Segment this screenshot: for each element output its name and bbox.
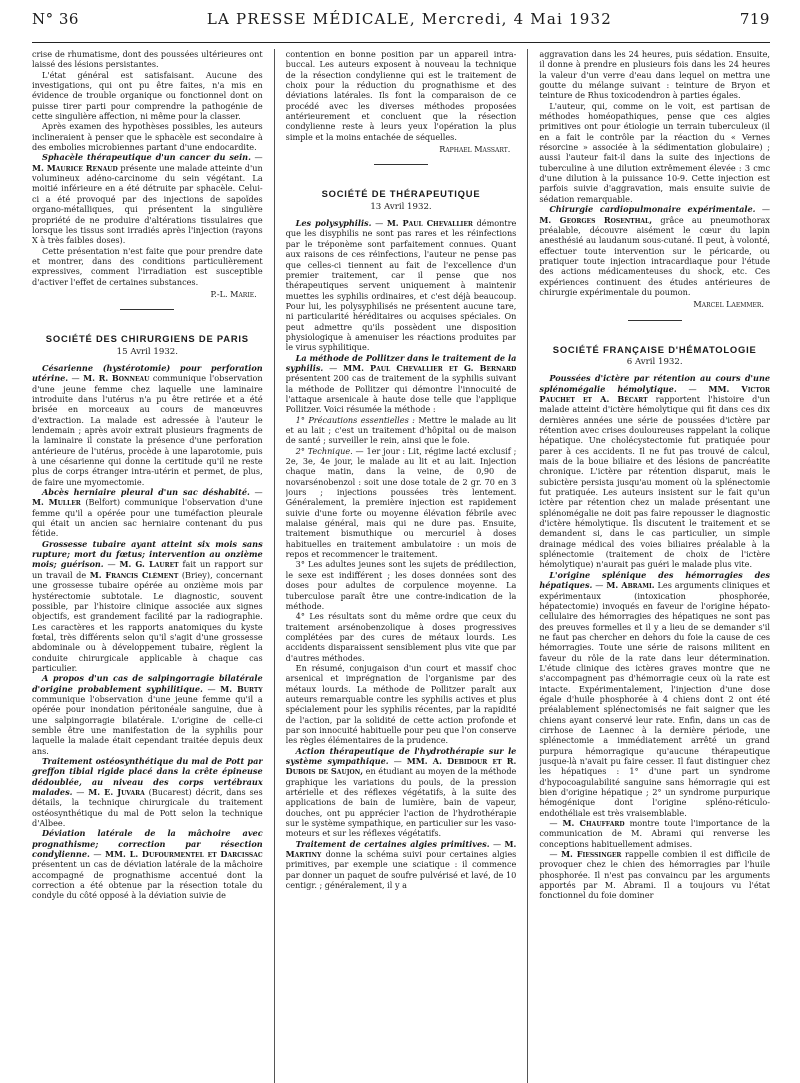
entry-author: M. Maurice Renaud: [32, 162, 118, 173]
entry-text: (Briey), concernant une grossesse tubaire opérée au onzième mois par hystérectomie subtotale. Le diagnostic, souvent possible, par l'histoire clinique associée aux signes objectifs, est grandement facilité par la radiographie. Les caractères et les rapports anatomiques du kyste fœtal, très différents selon qu'il s'agit d'une grossesse abdominale ou à développement tubaire, règlent la conduite chirurgicale applicable à chaque cas particulier.: [32, 569, 263, 673]
entry-author: M. E. Juvara: [88, 787, 145, 798]
entry-author: M. Martiny: [285, 838, 517, 860]
list-item: [286, 446, 517, 560]
entry-text: montre toute l'importance de la communication de M. Abrami qui renverse les conceptions habituellement admises.: [539, 818, 770, 849]
entry-title: Grossesse tubaire ayant atteint six mois sans rupture; mort du fœtus; intervention au onzième mois; guérison.: [32, 538, 263, 570]
article-entry: Poussées d'ictère par rétention au cours d'une splénomégalie hémolytique. — MM. Victor Pauchet et A. Bécart rapportent l'histoire d'un malade atteint d'ictère hémolytique qui fit dans ces dix dernières années une série de poussées d'ictère par rétention avec crises douloureuses rappelant la colique hépatique. Une cholécystectomie fut pratiquée pour parer à ces accidents. Il ne fut pas trouvé de calcul, mais de la boue biliaire et des lésions de pancréatite chronique. L'ictère par rétention disparut, mais le subictère persista jusqu'au moment où la splénectomie fut pratiquée. Les auteurs insistent sur le fait qu'un ictère par rétention chez un malade présentant une splénomégalie ne doit pas faire repousser le diagnostic d'ictère hémolytique. Ils discutent le traitement et se demandent si, dans le cas particulier, un simple drainage médical des voies biliaires préalable à la splénectomie (traitement de choix de l'ictère hémolytique) n'aurait pas guéri le malade plus vite.: [539, 373, 770, 570]
entry-author: MM. Victor Pauchet et A. Bécart: [539, 383, 770, 404]
section-date: 15 Avril 1932.: [116, 346, 178, 357]
paragraph: aggravation dans les 24 heures, puis sédation. Ensuite, il donne à prendre en plusieurs fois dans les 24 heures la valeur d'un verre d'eau dans lequel on mettra une goutte du mélange suivant : teinture de Bryon et teinture de Rhus toxicodendron à parties égales.: [539, 49, 770, 101]
list-item: 3° Les adultes jeunes sont les sujets de prédilection, le sexe est indifférent ; les doses données sont des doses pour adultes de corpulence moyenne. La tuberculose paraît être une contre-indication de la méthode.: [285, 559, 517, 611]
section-date: 6 Avril 1932.: [626, 356, 683, 367]
column-3: [539, 49, 770, 1083]
entry-text: démontre que les disyphilis ne sont pas rares et les réinfections par le tréponème sont parfaitement connues. Quant aux raisons de ces réinfections, l'auteur ne pense pas que celles-ci tiennent au fait de l'excellence d'un premier traitement, car il pense que nos thérapeutiques servent uniquement à maintenir muettes les syphilis ordinaires, et c'est déjà beaucoup. Pour lui, les polysyphilisés ne présentent aucune tare, ni particularité héréditaires ou acquises spéciales. On peut admettre qu'ils possèdent une disposition physiologique à amenuiser les réactions produites par le virus syphilitique.: [285, 218, 517, 353]
article-entry: Césarienne (hystérotomie) pour perforation utérine. — M. R. Bonneau communique l'observation d'une jeune femme chez laquelle une laminaire introduite dans l'utérus n'a pu être retirée et a été brisée en morceaux au cours de manœuvres d'extraction. La malade est adressée à l'auteur le lendemain ; après avoir extrait plusieurs fragments de la laminaire il constate la présence d'une perforation antérieure de l'utérus, procède à une laparotomie, puis à une césarienne qui donne la certitude qu'il ne reste plus de corps étranger intra-utérin et permet, de plus, de faire une myomectomie.: [32, 362, 263, 487]
signature: P.-L. Marie.: [210, 288, 257, 299]
article-entry: Traitement de certaines algies primitives. — M. Martiny donne la schéma suivi pour certaines algies primitives, par exemple une sciatique : il commence par donner un paquet de soufre pulvérisé et lavé, de 10 centigr. ; généralement, il y a: [285, 838, 517, 891]
paragraph: contention en bonne position par un appareil intra-buccal. Les auteurs exposent à nouveau la technique de la résection condylienne qui est le traitement de choix pour la réduction du prognathisme et des déviations latérales. Ils font la comparaison de ce procédé avec les diverses méthodes proposées antérieurement et concluent que la résection condylienne reste à leurs yeux l'opération la plus simple et la moins entachée de séquelles.: [285, 49, 517, 142]
page-header: [32, 10, 770, 43]
entry-text: donne la schéma suivi pour certaines algies primitives, par exemple une sciatique : il commence par donner un paquet de soufre pulvérisé et lavé, de 10 centigr. ; généralement, il y a: [285, 849, 517, 891]
entry-author: M. R. Bonneau: [83, 373, 150, 384]
entry-text: présentent un cas de déviation latérale de la mâchoire accompagné de prognathisme accentué dont la correction a été obtenue par la résection totale du condyle du côté opposé à la déviation suivie de: [32, 859, 263, 901]
paragraph: Cette présentation n'est faite que pour prendre date et montrer, dans des conditions particulièrement expressives, comment l'irradiation est susceptible d'activer l'effet de certaines substances.: [32, 245, 263, 287]
article-entry: — M. Fiessinger rappelle combien il est difficile de provoquer chez le chien des hémorragies par l'huile phosphorée. Il n'est pas convaincu par les arguments apportés par M. Abrami. Il a toujours vu l'état fonctionnel du foie dominer: [539, 849, 770, 901]
entry-title: Déviation latérale de la mâchoire avec prognathisme; correction par résection condylienne.: [32, 828, 263, 860]
entry-author: M. Abrami.: [606, 580, 655, 591]
list-text: Mettre le malade au lit et au lait ; c'est un traitement d'hôpital ou de maison de santé ; surveiller le rein, ainsi que le foie.: [285, 414, 517, 446]
list-text: — 1er jour : Lit, régime lacté exclusif ; 2e, 3e, 4e jour, le malade au lit et au lait. Injection chaque matin, dans la veine, de 0,90 de novarsénobenzol : soit une dose totale de 2 gr. 70 en 3 jours ; injections poussées très lentement. Généralement, la première injection est rapidement suivie d'une forte ou moyenne élévation fébrile avec malaise général, mais qui ne dure pas. Ensuite, traitement bismuthique ou mercuriel à doses habituelles en traitement ambulatoire : un mois de repos et recommencer le traitement.: [285, 445, 517, 560]
entry-text: présentent 200 cas de traitement de la syphilis suivant la méthode de Pollitzer qui démontre l'innocuité de l'attaque arsenicale à haute dose telle que l'applique Pollitzer. Voici résumée la méthode :: [285, 373, 517, 415]
entry-text: grâce au pneumothorax préalable, découvre aisément le cœur du lapin anesthésié au laudanum sous-cutané. Il peut, à volonté, effectuer toute intervention sur le péricarde, ou pratiquer toute injection intracardiaque pour l'étude des actions médicamenteuses du shock, etc. Ces expériences continuent des études antérieures de chirurgie expérimentale du poumon.: [539, 214, 770, 297]
column-2: [286, 49, 517, 1083]
entry-text: (Bucarest) décrit, dans ses détails, la technique chirurgicale du traitement ostéosynthétique du mal de Pott selon la technique d'Albee.: [32, 787, 263, 829]
entry-title: Poussées d'ictère par rétention au cours d'une splénomégalie hémolytique.: [539, 373, 770, 394]
entry-text: en étudiant au moyen de la méthode graphique les variations du pouls, de la pression artérielle et des réflexes végétatifs, à la suite des applications de bain de lumière, bain de vapeur, douches, ont pu apprécier l'action de l'hydrothérapie sur le système sympathique, en particulier sur les vaso-moteurs et sur les réflexes végétatifs.: [285, 766, 517, 839]
article-entry: A propos d'un cas de salpingorragie bilatérale d'origine probablement syphilitique. — M. Burty communique l'observation d'une jeune femme qu'il a opérée pour inondation péritonéale sanguine, due à une salpingorragie bilatérale. L'origine de celle-ci semble être une manifestation de la syphilis pour laquelle la malade était cependant traitée depuis deux ans.: [32, 673, 263, 756]
divider: [628, 320, 682, 321]
entry-author: M. Francis Clément: [89, 569, 179, 580]
article-entry: Grossesse tubaire ayant atteint six mois sans rupture; mort du fœtus; intervention au onzième mois; guérison. — M. G. Lauret fait un rapport sur un travail de M. Francis Clément (Briey), concernant une grossesse tubaire opérée au onzième mois par hystérectomie subtotale. Le diagnostic, souvent possible, par l'histoire clinique associée aux signes objectifs, est grandement facilité par la radiographie. Les caractères et les rapports anatomiques du kyste fœtal, très différents selon qu'il s'agit d'une grossesse abdominale ou à développement tubaire, règlent la conduite chirurgicale applicable à chaque cas particulier.: [32, 538, 263, 673]
entry-title: Abcès herniaire pleural d'un sac déshabité.: [42, 487, 250, 498]
column-1: [32, 49, 263, 1083]
article-entry: L'origine splénique des hémorragies des hépatiques. — M. Abrami. Les arguments cliniques et expérimentaux (intoxication phosphorée, hépatectomie) invoqués en faveur de l'origine hépato-cellulaire des hémorragies des hépatiques ne sont pas des preuves formelles et il y a lieu de se demander s'il ne faut pas chercher en dehors du foie la cause de ces hémorragies. Toute une série de raisons militent en faveur du rôle de la rate dans leur détermination. L'étude clinique des ictères graves montre que ne s'accompagnent pas d'hémorragie ceux où la rate est intacte. Expérimentalement, l'injection d'une dose égale d'huile phosphorée à 4 chiens dont 2 ont été préalablement splénectomisés ne fait saigner que les chiens ayant conservé leur rate. Enfin, dans un cas de cirrhose de Laennec à la dernière période, une splénectomie a immédiatement arrêté un grand purpura hémorragique qu'aucune thérapeutique jusque-là n'avait pu faire cesser. Il faut distinguer chez les hépatiques : 1° d'une part un syndrome d'hypocoagulabilité sanguine sans hémorragie qui est bien d'origine hépatique ; 2° un syndrome purpurique hémogénique dont l'origine spléno-réticulo-endothéliale est très vraisemblable.: [539, 569, 770, 818]
entry-text: présente une malade atteinte d'un volumineux adéno-carcinome du sein végétant. La moitié inférieure en a été détruite par sphacèle. Celui-ci a été provoqué par des injections de sapoïdes organo-métalliques, qui présentent la singulière propriété de ne produire d'altérations tissulaires que lorsque les tissus sont irradiés après l'injection (rayons X à très faibles doses).: [32, 162, 263, 246]
signature: Marcel Laemmer.: [693, 299, 765, 310]
section-title: SOCIÉTÉ FRANÇAISE D'HÉMATOLOGIE: [552, 343, 757, 355]
entry-title: Sphacèle thérapeutique d'un cancer du sein.: [42, 152, 251, 163]
entry-text: communique l'observation d'une jeune femme qu'il a opérée pour inondation péritonéale sanguine, due à une salpingorragie bilatérale. L'origine de celle-ci semble être une manifestation de la syphilis pour laquelle la malade était cependant traitée depuis deux ans.: [32, 693, 263, 756]
entry-text: (Belfort) communique l'observation d'une femme qu'il a opérée pour une tuméfaction pleurale qui était un ancien sac herniaire contenant du pus fétide.: [32, 497, 263, 539]
entry-title: A propos d'un cas de salpingorragie bilatérale d'origine probablement syphilitique.: [32, 673, 263, 694]
divider: [120, 309, 174, 310]
journal-title: LA PRESSE MÉDICALE, Mercredi, 4 Mai 1932: [206, 10, 612, 28]
entry-text: rappelle combien il est difficile de provoquer chez le chien des hémorragies par l'huile phosphorée. Il n'est pas convaincu par les arguments apportés par M. Abrami. Il a toujours vu l'état fonctionnel du foie dominer: [539, 849, 770, 901]
entry-author: MM. L. Dufourmentel et Darcissac: [105, 849, 263, 860]
entry-text: fait un rapport sur un travail de: [32, 559, 263, 580]
page-number: 719: [739, 10, 770, 28]
article-entry: Traitement ostéosynthétique du mal de Pott par greffon tibial rigide placé dans la crête épineuse dédoublée, au niveau des corps vertébraux malades. — M. E. Juvara (Bucarest) décrit, dans ses détails, la technique chirurgicale du traitement ostéosynthétique du mal de Pott selon la technique d'Albee.: [32, 756, 263, 829]
list-item: 4° Les résultats sont du même ordre que ceux du traitement arsénobenzolique à doses progressives complétées par des cures de métaux lourds. Les accidents disparaissent sensiblement plus vite que par d'autres méthodes.: [285, 611, 517, 663]
section-title: SOCIÉTÉ DES CHIRURGIENS DE PARIS: [45, 333, 249, 345]
column-divider: [274, 49, 275, 1083]
entry-title: Chirurgie cardiopulmonaire expérimentale.: [549, 204, 756, 215]
issue-number: N° 36: [32, 10, 79, 28]
list-label: 2° Technique.: [295, 445, 353, 456]
article-entry: Déviation latérale de la mâchoire avec prognathisme; correction par résection condylienne. — MM. L. Dufourmentel et Darcissac présentent un cas de déviation latérale de la mâchoire accompagné de prognathisme accentué dont la correction a été obtenue par la résection totale du condyle du côté opposé à la déviation suivie de: [32, 828, 263, 901]
entry-title: Les polysyphilis.: [295, 218, 372, 229]
entry-author: M. Paul Chevallier: [386, 218, 473, 229]
article-entry: Sphacèle thérapeutique d'un cancer du sein. — M. Maurice Renaud présente une malade atteinte d'un volumineux adéno-carcinome du sein végétant. La moitié inférieure en a été détruite par sphacèle. Celui-ci a été provoqué par des injections de sapoïdes organo-métalliques, qui présentent la singulière propriété de ne produire d'altérations tissulaires que lorsque les tissus sont irradiés après l'injection (rayons X à très faibles doses).: [32, 152, 263, 246]
section-title: SOCIÉTÉ DE THÉRAPEUTIQUE: [321, 188, 481, 200]
entry-text: rapportent l'histoire d'un malade atteint d'ictère hémolytique qui fit dans ces dix dernières années une série de poussées d'ictère par rétention avec crises douloureuses rappelant la colique hépatique. Une cholécystectomie fut pratiquée pour parer à ces accidents. Il ne fut pas trouvé de calcul, mais de la boue biliaire et des lésions de pancréatite chronique. L'ictère par rétention disparut, mais le subictère persista jusqu'au moment où la splénectomie fut pratiquée. Les auteurs insistent sur le fait qu'un ictère par rétention chez un malade présentant une splénomégalie ne doit pas faire repousser le diagnostic d'ictère hémolytique. Ils discutent le traitement et se demandent si, dans le cas particulier, un simple drainage médical des voies biliaires préalable à la splénectomie (traitement de choix de l'ictère hémolytique) n'aurait pas guéri le malade plus vite.: [539, 393, 770, 570]
entry-title: Césarienne (hystérotomie) pour perforation utérine.: [32, 362, 263, 384]
entry-text: Les arguments cliniques et expérimentaux (intoxication phosphorée, hépatectomie) invoqués en faveur de l'origine hépato-cellulaire des hémorragies des hépatiques ne sont pas des preuves formelles et il y a lieu de se demander s'il ne faut pas chercher en dehors du foie la cause de ces hémorragies. Toute une série de raisons militent en faveur du rôle de la rate dans leur détermination. L'étude clinique des ictères graves montre que ne s'accompagnent pas d'hémorragie ceux où la rate est intacte. Expérimentalement, l'injection d'une dose égale d'huile phosphorée à 4 chiens dont 2 ont été préalablement splénectomisés ne fait saigner que les chiens ayant conservé leur rate. Enfin, dans un cas de cirrhose de Laennec à la dernière période, une splénectomie a immédiatement arrêté un grand purpura hémorragique qu'aucune thérapeutique jusque-là n'avait pu faire cesser. Il faut distinguer chez les hépatiques : 1° d'une part un syndrome d'hypocoagulabilité sanguine sans hémorragie qui est bien d'origine hépatique ; 2° un syndrome purpurique hémogénique dont l'origine spléno-réticulo-endothéliale est très vraisemblable.: [539, 580, 770, 818]
entry-title: Traitement ostéosynthétique du mal de Pott par greffon tibial rigide placé dans la crête épineuse dédoublée, au niveau des corps vertébraux malades.: [32, 756, 263, 798]
article-entry: Les polysyphilis. — M. Paul Chevallier démontre que les disyphilis ne sont pas rares et les réinfections par le tréponème sont parfaitement connues. Quant aux raisons de ces réinfections, l'auteur ne pense pas que celles-ci tiennent au fait de l'excellence d'un premier traitement, car il pense que nos thérapeutiques servent uniquement à maintenir muettes les syphilis ordinaires, et c'est déjà beaucoup. Pour lui, les polysyphilisés ne présentent aucune tare, ni particularité héréditaires ou acquises spéciales. On peut admettre qu'ils possèdent une disposition physiologique à amenuiser les réactions produites par le virus syphilitique.: [285, 218, 517, 353]
paragraph: crise de rhumatisme, dont des poussées ultérieures ont laissé des lésions persistantes.: [32, 49, 263, 70]
entry-title: La méthode de Pollitzer dans le traitement de la syphilis.: [285, 352, 517, 373]
paragraph: L'auteur, qui, comme on le voit, est partisan de méthodes homéopathiques, pense que ces algies primitives ont pour étiologie un terrain tuberculeux (il en a fait le contrôle par la réaction du « Vernes résorcine » associée à la sédimentation globulaire) ; aussi l'auteur fait-il dans la suite des injections de tuberculine à une dilution extrêmement élevée : 3 cmc d'une dilution à la puissance 10-9. Cette injection est parfois suivie d'aggravation, mais ensuite suivie de sédation remarquable.: [539, 100, 770, 204]
entry-author: MM. A. Debidour et R. Dubois de Saujon,: [285, 756, 517, 777]
divider: [374, 164, 428, 165]
entry-text: communique l'observation d'une jeune femme chez laquelle une laminaire introduite dans l'utérus n'a pu être retirée et a été brisée en morceaux au cours de manœuvres d'extraction. La malade est adressée à l'auteur le lendemain ; après avoir extrait plusieurs fragments de la laminaire il constate la présence d'une perforation antérieure de l'utérus, procède à une laparotomie, puis à une césarienne qui donne la certitude qu'il ne reste plus de corps étranger intra-utérin et permet, de plus, de faire une myomectomie.: [32, 373, 263, 487]
article-entry: — M. Chauffard montre toute l'importance de la communication de M. Abrami qui renverse les conceptions habituellement admises.: [539, 818, 770, 849]
columns: [32, 49, 770, 1083]
list-item: [286, 415, 517, 446]
entry-author: M. Chauffard: [562, 818, 625, 829]
entry-title: Traitement de certaines algies primitives.: [295, 838, 490, 849]
article-entry: Abcès herniaire pleural d'un sac déshabité. — M. Muller (Belfort) communique l'observation d'une femme qu'il a opérée pour une tuméfaction pleurale qui était un ancien sac herniaire contenant du pus fétide.: [32, 487, 263, 539]
section-date: 13 Avril 1932.: [370, 201, 432, 212]
paragraph: L'état général est satisfaisant. Aucune des investigations, qui ont pu être faites, n'a mis en évidence de trouble organique ou fonctionnel dont on puisse tirer parti pour comprendre la pathogénie de cette singulière affection, ni même pour la classer.: [32, 69, 263, 122]
entry-author: M. Burty: [220, 683, 263, 694]
signature: Raphael Massart.: [439, 144, 511, 155]
entry-author: M. G. Lauret: [119, 559, 179, 570]
article-entry: Chirurgie cardiopulmonaire expérimentale. — M. Georges Rosenthal, grâce au pneumothorax préalable, découvre aisément le cœur du lapin anesthésié au laudanum sous-cutané. Il peut, à volonté, effectuer toute intervention sur le péricarde, ou pratiquer toute injection intracardiaque pour l'étude des actions médicamenteuses du shock, etc. Ces expériences continuent des études antérieures de chirurgie expérimentale du poumon.: [539, 204, 770, 297]
entry-title: L'origine splénique des hémorragies des hépatiques.: [539, 569, 770, 591]
article-entry: Action thérapeutique de l'hydrothérapie sur le système sympathique. — MM. A. Debidour et R. Dubois de Saujon, en étudiant au moyen de la méthode graphique les variations du pouls, de la pression artérielle et des réflexes végétatifs, à la suite des applications de bain de lumière, bain de vapeur, douches, ont pu apprécier l'action de l'hydrothérapie sur le système sympathique, en particulier sur les vaso-moteurs et sur les réflexes végétatifs.: [285, 745, 517, 839]
entry-author: MM. Paul Chevallier et G. Bernard: [343, 362, 517, 373]
paragraph: Après examen des hypothèses possibles, les auteurs inclineraient à penser que le sphacèle est secondaire à des embolies microbiennes partant d'une endocardite.: [32, 121, 263, 153]
entry-title: Action thérapeutique de l'hydrothérapie sur le système sympathique.: [285, 745, 517, 766]
paragraph: En résumé, conjugaison d'un court et massif choc arsenical et imprégnation de l'organisme par des métaux lourds. La méthode de Pollitzer paraît aux auteurs remarquable contre les syphilis actives et plus spécialement pour les syphilis récentes, par la rapidité de l'action, par la solidité de cette action profonde et par son innocuité habituelle pour peu que l'on conserve les règles élémentaires de la prudence.: [285, 662, 517, 746]
entry-author: M. Muller: [32, 497, 81, 508]
article-entry: La méthode de Pollitzer dans le traitement de la syphilis. — MM. Paul Chevallier et G. Bernard présentent 200 cas de traitement de la syphilis suivant la méthode de Pollitzer qui démontre l'innocuité de l'attaque arsenicale à haute dose telle que l'applique Pollitzer. Voici résumée la méthode :: [285, 352, 517, 415]
entry-author: M. Fiessinger: [561, 849, 622, 860]
column-divider: [527, 49, 528, 1083]
list-label: 1° Précautions essentielles :: [295, 414, 415, 425]
entry-author: M. Georges Rosenthal,: [539, 214, 653, 225]
